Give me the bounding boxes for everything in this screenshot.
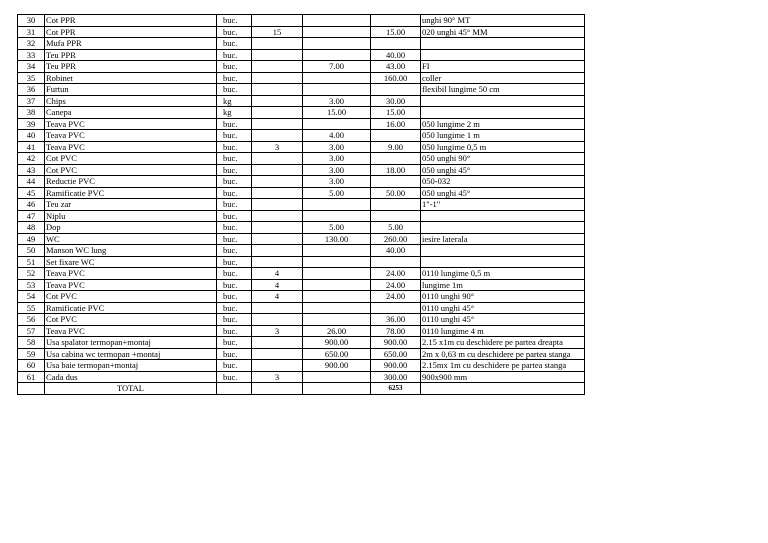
row-number: 31 (18, 26, 45, 38)
quantity (252, 337, 303, 349)
unit-price: 15.00 (303, 107, 371, 119)
table-row (18, 371, 585, 383)
quantity (252, 222, 303, 234)
notes: 0110 lungime 4 m (421, 325, 585, 337)
table-row (18, 325, 585, 337)
line-value (371, 302, 421, 314)
unit-price (303, 72, 371, 84)
unit: buc. (217, 256, 252, 268)
table-body (18, 15, 585, 383)
unit: buc. (217, 61, 252, 73)
notes: 050-032 (421, 176, 585, 188)
unit: buc. (217, 187, 252, 199)
unit-price (303, 302, 371, 314)
line-value (371, 256, 421, 268)
notes: FI (421, 61, 585, 73)
quantity (252, 72, 303, 84)
line-value (371, 84, 421, 96)
notes (421, 49, 585, 61)
unit: buc. (217, 199, 252, 211)
line-value: 15.00 (371, 107, 421, 119)
unit: buc. (217, 325, 252, 337)
unit: buc. (217, 153, 252, 165)
product-name: WC (45, 233, 217, 245)
row-number: 36 (18, 84, 45, 96)
unit-price (303, 256, 371, 268)
unit-price: 4.00 (303, 130, 371, 142)
quantity (252, 95, 303, 107)
notes: iesire laterala (421, 233, 585, 245)
quantity: 3 (252, 141, 303, 153)
unit: buc. (217, 164, 252, 176)
line-value (371, 130, 421, 142)
notes: 0110 unghi 90° (421, 291, 585, 303)
quote-table (17, 14, 585, 395)
product-name: Reductie PVC (45, 176, 217, 188)
unit-price: 3.00 (303, 164, 371, 176)
product-name: Cot PVC (45, 291, 217, 303)
notes (421, 95, 585, 107)
row-number: 34 (18, 61, 45, 73)
line-value (371, 210, 421, 222)
unit-price: 650.00 (303, 348, 371, 360)
row-number: 38 (18, 107, 45, 119)
line-value: 300.00 (371, 371, 421, 383)
unit-price (303, 291, 371, 303)
product-name: Usa cabina wc termopan +montaj (45, 348, 217, 360)
quantity: 3 (252, 325, 303, 337)
product-name: Teava PVC (45, 141, 217, 153)
table-row (18, 279, 585, 291)
table-row (18, 222, 585, 234)
row-number: 49 (18, 233, 45, 245)
unit: buc. (217, 291, 252, 303)
notes (421, 107, 585, 119)
table-row (18, 107, 585, 119)
notes: 020 unghi 45° MM (421, 26, 585, 38)
line-value: 160.00 (371, 72, 421, 84)
notes (421, 38, 585, 50)
product-name: Cada dus (45, 371, 217, 383)
table-row (18, 348, 585, 360)
notes: lungime 1m (421, 279, 585, 291)
quantity (252, 61, 303, 73)
row-number: 41 (18, 141, 45, 153)
table-row (18, 26, 585, 38)
row-number: 40 (18, 130, 45, 142)
line-value: 50.00 (371, 187, 421, 199)
row-number: 61 (18, 371, 45, 383)
quantity (252, 15, 303, 27)
unit-price (303, 245, 371, 257)
quantity (252, 199, 303, 211)
product-name: Teava PVC (45, 268, 217, 280)
notes: 050 lungime 0,5 m (421, 141, 585, 153)
quantity (252, 38, 303, 50)
table-row (18, 141, 585, 153)
quantity (252, 210, 303, 222)
product-name: Chips (45, 95, 217, 107)
quantity (252, 360, 303, 372)
row-number: 44 (18, 176, 45, 188)
product-name: Canepa (45, 107, 217, 119)
table-row (18, 210, 585, 222)
notes (421, 210, 585, 222)
table-row (18, 291, 585, 303)
unit: buc. (217, 337, 252, 349)
unit: buc. (217, 49, 252, 61)
line-value: 16.00 (371, 118, 421, 130)
row-number: 56 (18, 314, 45, 326)
row-number: 33 (18, 49, 45, 61)
row-number: 46 (18, 199, 45, 211)
line-value: 40.00 (371, 245, 421, 257)
product-name: Teava PVC (45, 279, 217, 291)
unit-price: 3.00 (303, 95, 371, 107)
product-name: Furtun (45, 84, 217, 96)
notes: flexibil lungime 50 cm (421, 84, 585, 96)
line-value: 900.00 (371, 337, 421, 349)
row-number: 32 (18, 38, 45, 50)
row-number: 45 (18, 187, 45, 199)
row-number: 53 (18, 279, 45, 291)
unit: buc. (217, 348, 252, 360)
product-name: Niplu (45, 210, 217, 222)
product-name: Teava PVC (45, 130, 217, 142)
quantity (252, 256, 303, 268)
unit: buc. (217, 118, 252, 130)
line-value: 260.00 (371, 233, 421, 245)
quantity: 4 (252, 279, 303, 291)
table-row (18, 360, 585, 372)
unit-price: 900.00 (303, 360, 371, 372)
line-value (371, 199, 421, 211)
quantity (252, 153, 303, 165)
product-name: Ramificatie PVC (45, 187, 217, 199)
unit: buc. (217, 15, 252, 27)
line-value (371, 176, 421, 188)
product-name: Cot PVC (45, 164, 217, 176)
notes (421, 222, 585, 234)
row-number: 57 (18, 325, 45, 337)
quantity (252, 176, 303, 188)
product-name: Cot PVC (45, 153, 217, 165)
line-value (371, 15, 421, 27)
unit-price: 130.00 (303, 233, 371, 245)
product-name: Usa baie termopan+montaj (45, 360, 217, 372)
unit: buc. (217, 210, 252, 222)
table-row (18, 61, 585, 73)
line-value: 24.00 (371, 279, 421, 291)
unit: buc. (217, 141, 252, 153)
product-name: Dop (45, 222, 217, 234)
row-number: 43 (18, 164, 45, 176)
line-value: 78.00 (371, 325, 421, 337)
notes: 2m x 0,63 m cu deschidere pe partea stanga (421, 348, 585, 360)
product-name: Ramificatie PVC (45, 302, 217, 314)
product-name: Teu PPR (45, 61, 217, 73)
unit-price (303, 84, 371, 96)
row-number: 42 (18, 153, 45, 165)
notes: 900x900 mm (421, 371, 585, 383)
unit-price (303, 199, 371, 211)
unit-price: 3.00 (303, 176, 371, 188)
unit: buc. (217, 279, 252, 291)
table-row (18, 233, 585, 245)
product-name: Set fixare WC (45, 256, 217, 268)
unit-price: 7.00 (303, 61, 371, 73)
quantity (252, 348, 303, 360)
unit-price (303, 26, 371, 38)
total-value: 6253 (371, 383, 421, 395)
quantity: 15 (252, 26, 303, 38)
line-value: 43.00 (371, 61, 421, 73)
quantity (252, 118, 303, 130)
table-row (18, 337, 585, 349)
product-name: Mufa PPR (45, 38, 217, 50)
unit: buc. (217, 268, 252, 280)
table-row (18, 187, 585, 199)
row-number: 59 (18, 348, 45, 360)
product-name: Cot PPR (45, 26, 217, 38)
notes: unghi 90° MT (421, 15, 585, 27)
unit-price (303, 49, 371, 61)
unit: buc. (217, 360, 252, 372)
row-number: 51 (18, 256, 45, 268)
unit: buc. (217, 130, 252, 142)
line-value: 9.00 (371, 141, 421, 153)
quantity (252, 84, 303, 96)
unit: buc. (217, 26, 252, 38)
total-label: TOTAL (45, 383, 217, 395)
row-number: 35 (18, 72, 45, 84)
quantity: 4 (252, 268, 303, 280)
row-number: 52 (18, 268, 45, 280)
product-name: Robinet (45, 72, 217, 84)
table-row (18, 302, 585, 314)
notes: 0110 lungime 0,5 m (421, 268, 585, 280)
unit: buc. (217, 233, 252, 245)
notes: 050 unghi 90° (421, 153, 585, 165)
table-row (18, 72, 585, 84)
unit-price: 900.00 (303, 337, 371, 349)
table-row (18, 153, 585, 165)
table-row (18, 164, 585, 176)
table-row (18, 268, 585, 280)
notes: 050 unghi 45° (421, 164, 585, 176)
row-number: 47 (18, 210, 45, 222)
notes (421, 256, 585, 268)
product-name: Teava PVC (45, 118, 217, 130)
line-value (371, 38, 421, 50)
quantity (252, 233, 303, 245)
unit-price (303, 371, 371, 383)
notes: 2.15mx 1m cu deschidere pe partea stanga (421, 360, 585, 372)
product-name: Usa spalator termopan+montaj (45, 337, 217, 349)
quantity: 3 (252, 371, 303, 383)
unit-price: 3.00 (303, 153, 371, 165)
row-number: 48 (18, 222, 45, 234)
table-row (18, 15, 585, 27)
quantity (252, 49, 303, 61)
notes: 0110 unghi 45° (421, 302, 585, 314)
table-row (18, 176, 585, 188)
unit-price (303, 15, 371, 27)
quantity (252, 130, 303, 142)
table-row (18, 95, 585, 107)
unit: buc. (217, 314, 252, 326)
row-number: 39 (18, 118, 45, 130)
unit-price (303, 118, 371, 130)
table-row (18, 314, 585, 326)
quantity (252, 245, 303, 257)
notes (421, 245, 585, 257)
notes: 050 lungime 1 m (421, 130, 585, 142)
line-value: 18.00 (371, 164, 421, 176)
line-value: 900.00 (371, 360, 421, 372)
row-number: 60 (18, 360, 45, 372)
row-number: 54 (18, 291, 45, 303)
quantity: 4 (252, 291, 303, 303)
unit: kg (217, 107, 252, 119)
unit: buc. (217, 245, 252, 257)
row-number: 50 (18, 245, 45, 257)
unit: buc. (217, 302, 252, 314)
line-value: 650.00 (371, 348, 421, 360)
unit-price: 3.00 (303, 141, 371, 153)
unit: kg (217, 95, 252, 107)
total-row (18, 383, 585, 395)
quantity (252, 164, 303, 176)
product-name: Teava PVC (45, 325, 217, 337)
quantity (252, 314, 303, 326)
quantity (252, 187, 303, 199)
line-value: 36.00 (371, 314, 421, 326)
line-value: 24.00 (371, 268, 421, 280)
line-value: 40.00 (371, 49, 421, 61)
table-row (18, 84, 585, 96)
quantity (252, 107, 303, 119)
table-row (18, 49, 585, 61)
table-row (18, 256, 585, 268)
unit-price: 26.00 (303, 325, 371, 337)
unit: buc. (217, 72, 252, 84)
unit: buc. (217, 176, 252, 188)
table-row (18, 130, 585, 142)
table-row (18, 245, 585, 257)
line-value: 5.00 (371, 222, 421, 234)
line-value: 24.00 (371, 291, 421, 303)
unit-price (303, 279, 371, 291)
product-name: Cot PPR (45, 15, 217, 27)
table-row (18, 118, 585, 130)
row-number: 55 (18, 302, 45, 314)
unit: buc. (217, 371, 252, 383)
quantity (252, 302, 303, 314)
line-value (371, 153, 421, 165)
product-name: Manson WC lung (45, 245, 217, 257)
notes: 1"-1" (421, 199, 585, 211)
unit: buc. (217, 84, 252, 96)
unit: buc. (217, 222, 252, 234)
product-name: Teu PPR (45, 49, 217, 61)
notes: 050 unghi 45° (421, 187, 585, 199)
unit-price: 5.00 (303, 187, 371, 199)
unit-price (303, 210, 371, 222)
unit: buc. (217, 38, 252, 50)
unit-price (303, 38, 371, 50)
notes: 050 lungime 2 m (421, 118, 585, 130)
unit-price (303, 314, 371, 326)
unit-price: 5.00 (303, 222, 371, 234)
product-name: Teu zar (45, 199, 217, 211)
table-row (18, 199, 585, 211)
product-name: Cot PVC (45, 314, 217, 326)
line-value: 30.00 (371, 95, 421, 107)
unit-price (303, 268, 371, 280)
notes: 0110 unghi 45° (421, 314, 585, 326)
table-row (18, 38, 585, 50)
notes: 2.15 x1m cu deschidere pe partea dreapta (421, 337, 585, 349)
notes: coller (421, 72, 585, 84)
row-number: 58 (18, 337, 45, 349)
row-number: 37 (18, 95, 45, 107)
line-value: 15.00 (371, 26, 421, 38)
row-number: 30 (18, 15, 45, 27)
